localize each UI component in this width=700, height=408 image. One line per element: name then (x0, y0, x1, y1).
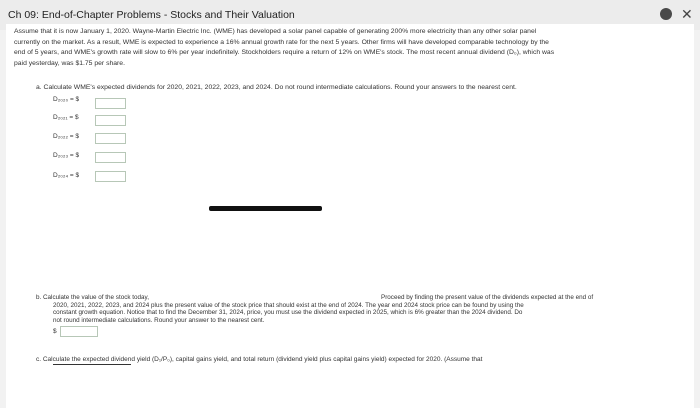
dividend-2022-label: D₂₀₂₂ = $ (53, 133, 79, 140)
question-a-text: a. Calculate WME's expected dividends for 2020, 2021, 2022, 2023, and 2024. Do not round intermediate calculations. Round your answers to the nearest cent. (36, 84, 517, 91)
problem-panel (6, 24, 694, 408)
redaction-bar (209, 206, 322, 211)
question-b-line: 2020, 2021, 2022, 2023, and 2024 plus the present value of the stock price that should exist at the end of 2024. The year end 2024 stock price can be found by using the (53, 301, 524, 309)
question-b-first-left: b. Calculate the value of the stock today, (36, 294, 149, 301)
question-b-line: constant growth equation. Notice that to find the December 31, 2024, price, you must use the dividend expected in 2025, which is 6% greater than the 2024 dividend. Do (53, 309, 523, 317)
question-c (36, 356, 482, 363)
page-title: Ch 09: End-of-Chapter Problems - Stocks and Their Valuation (8, 9, 295, 21)
dividend-2023-label: D₂₀₂₃ = $ (53, 152, 80, 159)
dividend-2024-label: D₂₀₂₄ = $ (53, 172, 80, 179)
dividend-2021-label: D₂₀₂₁ = $ (53, 114, 79, 121)
intro-line: paid yesterday, was $1.75 per share. (14, 59, 125, 67)
stock-value-dollar-sign: $ (53, 328, 57, 335)
underline-divider (53, 364, 131, 365)
dividend-2020-label: D₂₀₂₀ = $ (53, 96, 80, 103)
dividend-2022-input[interactable] (95, 133, 126, 144)
problem-intro (14, 27, 689, 69)
intro-line: Assume that it is now January 1, 2020. Wayne-Martin Electric Inc. (WME) has developed a solar panel capable of generating 200% more electricity than any other solar panel (14, 28, 537, 35)
dividend-2024-input[interactable] (95, 171, 126, 182)
close-icon[interactable]: ✕ (681, 6, 693, 22)
question-c-text: c. Calculate the expected dividend yield (D₁/P₀), capital gains yield, and total return (dividend yield plus capital gains yield) expected for 2020. (Assume that (36, 356, 483, 363)
intro-line: end of 5 years, and WME's growth rate will slow to 6% per year indefinitely. Stockholders require a return of 12% on WME's stock. The most recent annual dividend (D₀), which was (14, 49, 555, 57)
info-icon[interactable] (660, 8, 672, 20)
question-b-first-right: Proceed by finding the present value of the dividends expected at the end of (381, 294, 594, 301)
dividend-2020-input[interactable] (95, 98, 126, 109)
dividend-2021-input[interactable] (95, 115, 126, 126)
question-b (36, 294, 691, 324)
stock-value-input[interactable] (60, 326, 98, 337)
intro-line: currently on the market. As a result, WME is expected to experience a 16% annual growth rate for the next 5 years. Other firms will have developed comparable technology by the (14, 38, 549, 46)
question-b-line: not round intermediate calculations. Round your answer to the nearest cent. (53, 316, 265, 324)
dividend-2023-input[interactable] (95, 152, 126, 163)
